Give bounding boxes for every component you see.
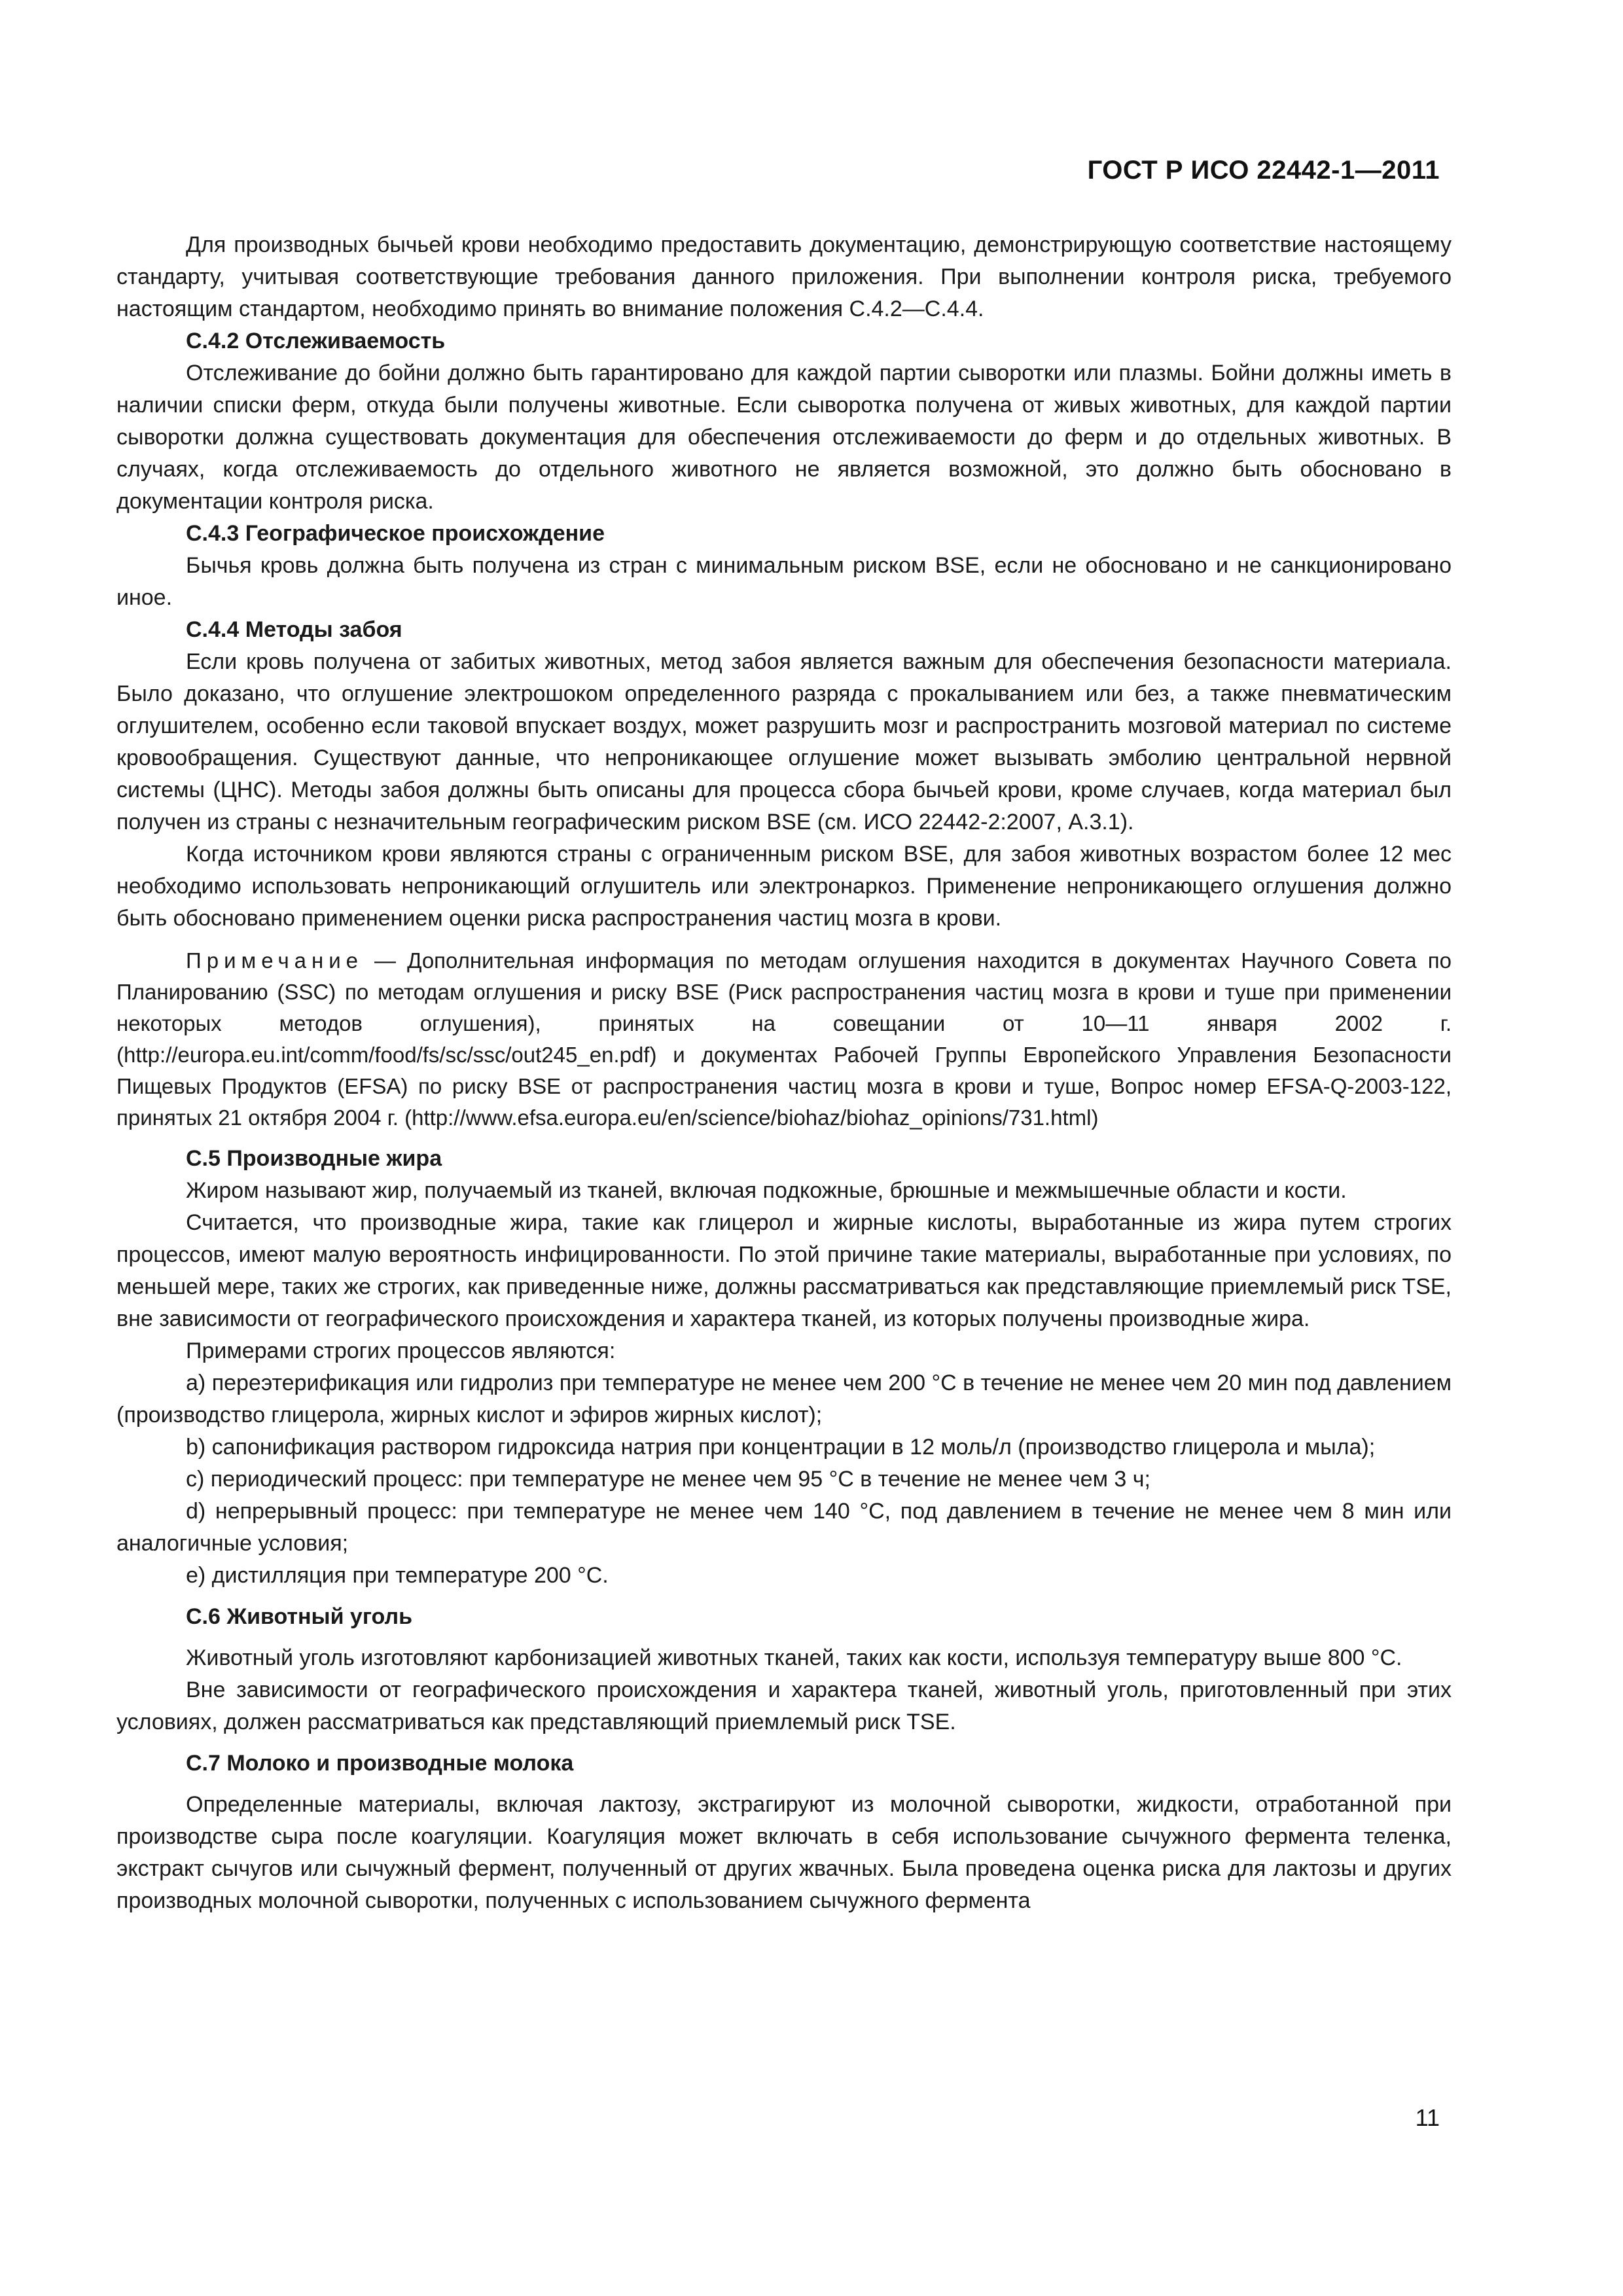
paragraph: Животный уголь изготовляют карбонизацией животных тканей, таких как кости, используя температуру выше 800 °С. (186, 1645, 1402, 1670)
document-code-header: ГОСТ Р ИСО 22442-1—2011 (1087, 156, 1440, 185)
paragraph: Когда источником крови являются страны с ограниченным риском BSE, для забоя животных возрастом более 12 мес необходимо использовать непроникающий оглушитель или электронаркоз. Применение непроникающего оглушения должно быть обосновано применением оценки риска распространения частиц мозга в крови. (116, 842, 1452, 931)
note-label: Примечание (186, 948, 364, 973)
section-heading-c-4-4: С.4.4 Методы забоя (186, 617, 402, 642)
paragraph: Жиром называют жир, получаемый из тканей, включая подкожные, брюшные и межмышечные области и кости. (186, 1178, 1347, 1203)
paragraph: Определенные материалы, включая лактозу, экстрагируют из молочной сыворотки, жидкости, отработанной при производстве сыра после коагуляции. Коагуляция может включать в себя использование сычужного фермента теленка, экстракт сычугов или сычужный фермент, полученный от других жвачных. Была проведена оценка риска для лактозы и других производных молочной сыворотки, полученных с использованием сычужного фермента (116, 1792, 1452, 1913)
section-heading-c-7: С.7 Молоко и производные молока (186, 1751, 574, 1776)
note-paragraph (116, 945, 1452, 1134)
list-item: а) переэтерификация или гидролиз при температуре не менее чем 200 °С в течение не менее чем 20 мин под давлением (производство глицерола, жирных кислот и эфиров жирных кислот); (116, 1371, 1452, 1427)
paragraph: Бычья кровь должна быть получена из стран с минимальным риском BSE, если не обосновано и не санкционировано иное. (116, 553, 1452, 610)
paragraph: Отслеживание до бойни должно быть гарантировано для каждой партии сыворотки или плазмы. Бойни должны иметь в наличии списки ферм, откуда были получены животные. Если сыворотка получена от живых животных, для каждой партии сыворотки должна существовать документация для обеспечения отслеживаемости до ферм и до отдельных животных. В случаях, когда отслеживаемость до отдельного животного не является возможной, это должно быть обосновано в документации контроля риска. (116, 361, 1452, 514)
paragraph: Считается, что производные жира, такие как глицерол и жирные кислоты, выработанные из жира путем строгих процессов, имеют малую вероятность инфицированности. По этой причине такие материалы, выработанные при условиях, по меньшей мере, таких же строгих, как приведенные ниже, должны рассматриваться как представляющие приемлемый риск TSE, вне зависимости от географического происхождения и характера тканей, из которых получены производные жира. (116, 1210, 1452, 1331)
list-item: b) сапонификация раствором гидроксида натрия при концентрации в 12 моль/л (производство глицерола и мыла); (186, 1435, 1376, 1460)
page-number: 11 (1415, 2104, 1440, 2131)
paragraph: Для производных бычьей крови необходимо предоставить документацию, демонстрирующую соответствие настоящему стандарту, учитывая соответствующие требования данного приложения. При выполнении контроля риска, требуемого настоящим стандартом, необходимо принять во внимание положения С.4.2—С.4.4. (116, 232, 1452, 321)
paragraph: Примерами строгих процессов являются: (186, 1338, 616, 1363)
list-item: е) дистилляция при температуре 200 °С. (186, 1563, 609, 1588)
section-heading-c-6: С.6 Животный уголь (186, 1604, 412, 1629)
section-heading-c-4-3: С.4.3 Географическое происхождение (186, 521, 605, 546)
section-heading-c-4-2: С.4.2 Отслеживаемость (186, 329, 446, 353)
note-text: — Дополнительная информация по методам оглушения находится в документах Научного Совета по Планированию (SSC) по методам оглушения и риску BSE (Риск распространения частиц мозга в крови и туше при применении некоторых методов оглушения), принятых на совещании от 10—11 января 2002 г. (http://europa.eu.int/comm/food/fs/sc/ssc/out245_en.pdf) и документах Рабочей Группы Европейского Управления Безопасности Пищевых Продуктов (EFSA) по риску BSE от распространения частиц мозга в крови и туше, Вопрос номер EFSA-Q-2003-122, принятых 21 октября 2004 г. (http://www.efsa.europa.eu/en/science/biohaz/biohaz_opinions/731.html) (116, 948, 1452, 1130)
list-item: c) периодический процесс: при температуре не менее чем 95 °С в течение не менее чем 3 ч; (186, 1467, 1150, 1492)
paragraph: Если кровь получена от забитых животных, метод забоя является важным для обеспечения безопасности материала. Было доказано, что оглушение электрошоком определенного разряда с прокалыванием или без, а также пневматическим оглушителем, особенно если таковой впускает воздух, может разрушить мозг и распространить мозговой материал по системе кровообращения. Существуют данные, что непроникающее оглушение может вызывать эмболию центральной нервной системы (ЦНС). Методы забоя должны быть описаны для процесса сбора бычьей крови, кроме случаев, когда материал был получен из страны с незначительным географическим риском BSE (см. ИСО 22442-2:2007, А.3.1). (116, 649, 1452, 834)
document-body (116, 229, 1452, 1917)
paragraph: Вне зависимости от географического происхождения и характера тканей, животный уголь, приготовленный при этих условиях, должен рассматриваться как представляющий приемлемый риск TSE. (116, 1677, 1452, 1734)
list-item: d) непрерывный процесс: при температуре не менее чем 140 °С, под давлением в течение не менее чем 8 мин или аналогичные условия; (116, 1499, 1452, 1556)
section-heading-c-5: С.5 Производные жира (186, 1146, 442, 1171)
